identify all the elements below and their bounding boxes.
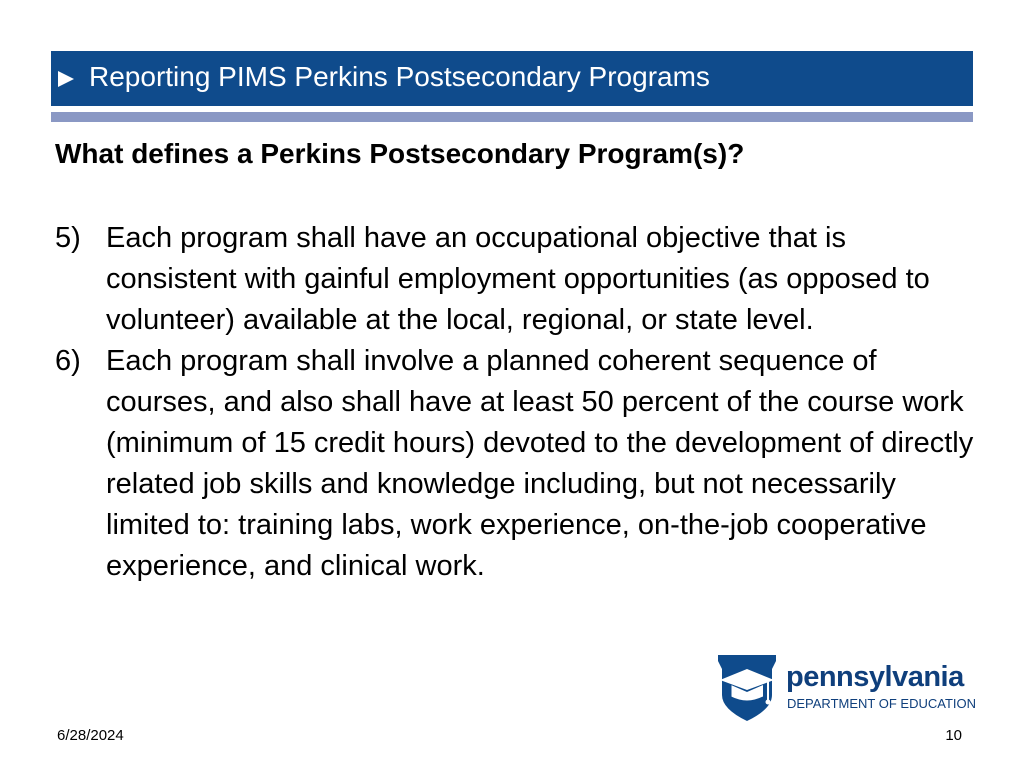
slide-date: 6/28/2024 <box>57 727 124 744</box>
play-arrow-icon <box>58 71 74 87</box>
list-item-5 <box>55 218 975 341</box>
list-item-text: Each program shall involve a planned coherent sequence of courses, and also shall have at least 50 percent of the course work (minimum of 15 credit hours) devoted to the development of directly related job skills and knowledge including, but not necessarily limited to: training labs, work experience, on-the-job cooperative experience, and clinical work. <box>106 345 974 582</box>
keystone-graduation-cap-icon <box>716 655 778 721</box>
slide-title: Reporting PIMS Perkins Postsecondary Programs <box>89 61 710 92</box>
logo-department: DEPARTMENT OF EDUCATION <box>787 696 976 711</box>
title-accent-bar <box>51 112 973 122</box>
slide-title-bar <box>51 51 973 106</box>
list-item-6 <box>55 341 975 587</box>
slide-subtitle: What defines a Perkins Postsecondary Program(s)? <box>55 138 745 169</box>
list-item-number: 5) <box>55 222 81 254</box>
list-item-number: 6) <box>55 345 81 377</box>
pennsylvania-education-logo <box>716 655 978 721</box>
logo-wordmark: pennsylvania <box>786 661 964 693</box>
list-item-text: Each program shall have an occupational objective that is consistent with gainful employment opportunities (as opposed to volunteer) available at the local, regional, or state level. <box>106 222 930 336</box>
slide-page-number: 10 <box>945 727 962 744</box>
numbered-list <box>55 218 975 587</box>
